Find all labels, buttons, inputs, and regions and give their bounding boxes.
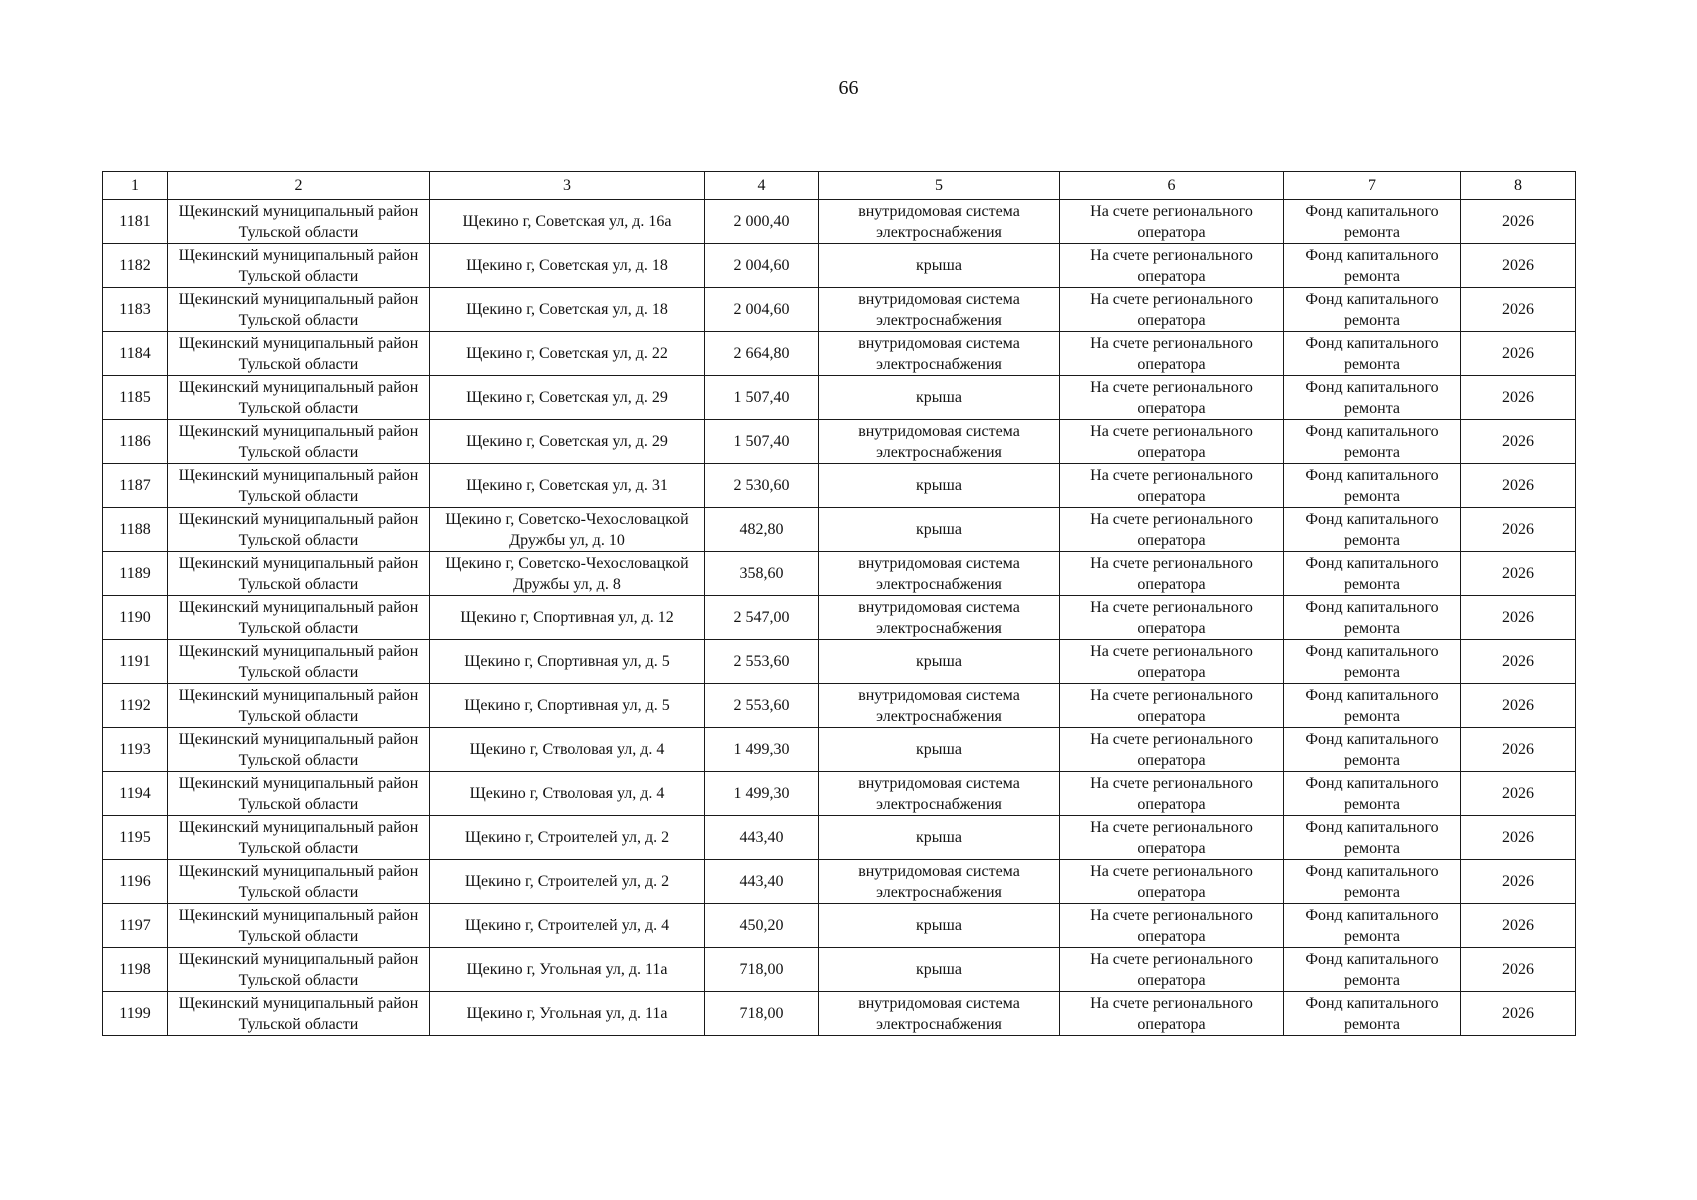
column-header: 5	[819, 172, 1060, 200]
year-cell: 2026	[1461, 948, 1576, 992]
district-cell: Щекинский муниципальный район Тульской области	[168, 684, 430, 728]
fund-account-cell: На счете регионального оператора	[1060, 288, 1284, 332]
address-cell: Щекино г, Спортивная ул, д. 5	[430, 640, 705, 684]
structural-element-cell: внутридомовая система электроснабжения	[819, 420, 1060, 464]
district-cell: Щекинский муниципальный район Тульской области	[168, 728, 430, 772]
fund-account-cell: На счете регионального оператора	[1060, 640, 1284, 684]
structural-element-cell: крыша	[819, 904, 1060, 948]
district-cell: Щекинский муниципальный район Тульской области	[168, 816, 430, 860]
year-cell: 2026	[1461, 596, 1576, 640]
year-cell: 2026	[1461, 332, 1576, 376]
area-cell: 358,60	[705, 552, 819, 596]
fund-account-cell: На счете регионального оператора	[1060, 816, 1284, 860]
structural-element-cell: крыша	[819, 948, 1060, 992]
table-row	[103, 376, 1576, 420]
table-row	[103, 948, 1576, 992]
table-row	[103, 552, 1576, 596]
district-cell: Щекинский муниципальный район Тульской области	[168, 420, 430, 464]
address-cell: Щекино г, Спортивная ул, д. 12	[430, 596, 705, 640]
table-row	[103, 640, 1576, 684]
district-cell: Щекинский муниципальный район Тульской области	[168, 904, 430, 948]
structural-element-cell: внутридомовая система электроснабжения	[819, 860, 1060, 904]
funding-source-cell: Фонд капитального ремонта	[1284, 640, 1461, 684]
structural-element-cell: внутридомовая система электроснабжения	[819, 552, 1060, 596]
fund-account-cell: На счете регионального оператора	[1060, 992, 1284, 1036]
funding-source-cell: Фонд капитального ремонта	[1284, 552, 1461, 596]
row-number-cell: 1189	[103, 552, 168, 596]
row-number-cell: 1199	[103, 992, 168, 1036]
repair-register-table	[102, 171, 1576, 1036]
district-cell: Щекинский муниципальный район Тульской области	[168, 552, 430, 596]
structural-element-cell: внутридомовая система электроснабжения	[819, 684, 1060, 728]
district-cell: Щекинский муниципальный район Тульской области	[168, 288, 430, 332]
year-cell: 2026	[1461, 904, 1576, 948]
address-cell: Щекино г, Строителей ул, д. 2	[430, 860, 705, 904]
area-cell: 1 507,40	[705, 376, 819, 420]
column-header: 7	[1284, 172, 1461, 200]
district-cell: Щекинский муниципальный район Тульской области	[168, 860, 430, 904]
address-cell: Щекино г, Угольная ул, д. 11а	[430, 992, 705, 1036]
year-cell: 2026	[1461, 420, 1576, 464]
address-cell: Щекино г, Советская ул, д. 31	[430, 464, 705, 508]
table-row	[103, 728, 1576, 772]
area-cell: 718,00	[705, 992, 819, 1036]
area-cell: 443,40	[705, 816, 819, 860]
structural-element-cell: крыша	[819, 640, 1060, 684]
address-cell: Щекино г, Стволовая ул, д. 4	[430, 728, 705, 772]
fund-account-cell: На счете регионального оператора	[1060, 596, 1284, 640]
year-cell: 2026	[1461, 992, 1576, 1036]
row-number-cell: 1184	[103, 332, 168, 376]
fund-account-cell: На счете регионального оператора	[1060, 244, 1284, 288]
fund-account-cell: На счете регионального оператора	[1060, 552, 1284, 596]
fund-account-cell: На счете регионального оператора	[1060, 684, 1284, 728]
structural-element-cell: крыша	[819, 508, 1060, 552]
table-row	[103, 992, 1576, 1036]
address-cell: Щекино г, Советская ул, д. 22	[430, 332, 705, 376]
row-number-cell: 1197	[103, 904, 168, 948]
table-row	[103, 596, 1576, 640]
row-number-cell: 1181	[103, 200, 168, 244]
address-cell: Щекино г, Советско-Чехословацкой Дружбы ул, д. 10	[430, 508, 705, 552]
fund-account-cell: На счете регионального оператора	[1060, 948, 1284, 992]
year-cell: 2026	[1461, 860, 1576, 904]
table-row	[103, 464, 1576, 508]
column-header: 8	[1461, 172, 1576, 200]
structural-element-cell: крыша	[819, 376, 1060, 420]
area-cell: 718,00	[705, 948, 819, 992]
table-row	[103, 684, 1576, 728]
district-cell: Щекинский муниципальный район Тульской области	[168, 244, 430, 288]
table-row	[103, 772, 1576, 816]
table-body	[103, 200, 1576, 1036]
year-cell: 2026	[1461, 552, 1576, 596]
funding-source-cell: Фонд капитального ремонта	[1284, 816, 1461, 860]
district-cell: Щекинский муниципальный район Тульской области	[168, 376, 430, 420]
area-cell: 2 530,60	[705, 464, 819, 508]
row-number-cell: 1195	[103, 816, 168, 860]
address-cell: Щекино г, Строителей ул, д. 4	[430, 904, 705, 948]
fund-account-cell: На счете регионального оператора	[1060, 376, 1284, 420]
district-cell: Щекинский муниципальный район Тульской области	[168, 948, 430, 992]
area-cell: 482,80	[705, 508, 819, 552]
table-row	[103, 332, 1576, 376]
year-cell: 2026	[1461, 640, 1576, 684]
area-cell: 2 553,60	[705, 640, 819, 684]
year-cell: 2026	[1461, 816, 1576, 860]
fund-account-cell: На счете регионального оператора	[1060, 332, 1284, 376]
column-header: 4	[705, 172, 819, 200]
funding-source-cell: Фонд капитального ремонта	[1284, 508, 1461, 552]
district-cell: Щекинский муниципальный район Тульской области	[168, 332, 430, 376]
row-number-cell: 1192	[103, 684, 168, 728]
fund-account-cell: На счете регионального оператора	[1060, 200, 1284, 244]
year-cell: 2026	[1461, 200, 1576, 244]
funding-source-cell: Фонд капитального ремонта	[1284, 332, 1461, 376]
funding-source-cell: Фонд капитального ремонта	[1284, 728, 1461, 772]
row-number-cell: 1187	[103, 464, 168, 508]
column-header: 2	[168, 172, 430, 200]
funding-source-cell: Фонд капитального ремонта	[1284, 684, 1461, 728]
fund-account-cell: На счете регионального оператора	[1060, 464, 1284, 508]
structural-element-cell: внутридомовая система электроснабжения	[819, 200, 1060, 244]
area-cell: 2 004,60	[705, 244, 819, 288]
district-cell: Щекинский муниципальный район Тульской области	[168, 508, 430, 552]
address-cell: Щекино г, Советская ул, д. 18	[430, 288, 705, 332]
district-cell: Щекинский муниципальный район Тульской области	[168, 464, 430, 508]
year-cell: 2026	[1461, 684, 1576, 728]
address-cell: Щекино г, Советская ул, д. 29	[430, 376, 705, 420]
row-number-cell: 1193	[103, 728, 168, 772]
area-cell: 2 000,40	[705, 200, 819, 244]
address-cell: Щекино г, Строителей ул, д. 2	[430, 816, 705, 860]
year-cell: 2026	[1461, 772, 1576, 816]
row-number-cell: 1183	[103, 288, 168, 332]
column-header: 1	[103, 172, 168, 200]
fund-account-cell: На счете регионального оператора	[1060, 508, 1284, 552]
year-cell: 2026	[1461, 376, 1576, 420]
table-row	[103, 288, 1576, 332]
table-row	[103, 816, 1576, 860]
funding-source-cell: Фонд капитального ремонта	[1284, 772, 1461, 816]
district-cell: Щекинский муниципальный район Тульской области	[168, 640, 430, 684]
row-number-cell: 1190	[103, 596, 168, 640]
funding-source-cell: Фонд капитального ремонта	[1284, 244, 1461, 288]
table-row	[103, 200, 1576, 244]
funding-source-cell: Фонд капитального ремонта	[1284, 420, 1461, 464]
row-number-cell: 1196	[103, 860, 168, 904]
district-cell: Щекинский муниципальный район Тульской области	[168, 772, 430, 816]
area-cell: 450,20	[705, 904, 819, 948]
area-cell: 1 499,30	[705, 728, 819, 772]
table-row	[103, 860, 1576, 904]
address-cell: Щекино г, Советско-Чехословацкой Дружбы ул, д. 8	[430, 552, 705, 596]
structural-element-cell: внутридомовая система электроснабжения	[819, 992, 1060, 1036]
structural-element-cell: внутридомовая система электроснабжения	[819, 772, 1060, 816]
address-cell: Щекино г, Стволовая ул, д. 4	[430, 772, 705, 816]
column-header: 3	[430, 172, 705, 200]
district-cell: Щекинский муниципальный район Тульской области	[168, 200, 430, 244]
fund-account-cell: На счете регионального оператора	[1060, 904, 1284, 948]
year-cell: 2026	[1461, 244, 1576, 288]
column-number-row	[103, 172, 1576, 200]
funding-source-cell: Фонд капитального ремонта	[1284, 200, 1461, 244]
address-cell: Щекино г, Угольная ул, д. 11а	[430, 948, 705, 992]
fund-account-cell: На счете регионального оператора	[1060, 420, 1284, 464]
table-header	[103, 172, 1576, 200]
row-number-cell: 1198	[103, 948, 168, 992]
row-number-cell: 1185	[103, 376, 168, 420]
structural-element-cell: внутридомовая система электроснабжения	[819, 596, 1060, 640]
area-cell: 2 553,60	[705, 684, 819, 728]
row-number-cell: 1194	[103, 772, 168, 816]
funding-source-cell: Фонд капитального ремонта	[1284, 992, 1461, 1036]
funding-source-cell: Фонд капитального ремонта	[1284, 596, 1461, 640]
funding-source-cell: Фонд капитального ремонта	[1284, 288, 1461, 332]
table-row	[103, 420, 1576, 464]
area-cell: 2 004,60	[705, 288, 819, 332]
address-cell: Щекино г, Советская ул, д. 16а	[430, 200, 705, 244]
area-cell: 1 507,40	[705, 420, 819, 464]
structural-element-cell: внутридомовая система электроснабжения	[819, 332, 1060, 376]
row-number-cell: 1188	[103, 508, 168, 552]
district-cell: Щекинский муниципальный район Тульской области	[168, 596, 430, 640]
fund-account-cell: На счете регионального оператора	[1060, 728, 1284, 772]
area-cell: 2 547,00	[705, 596, 819, 640]
address-cell: Щекино г, Советская ул, д. 29	[430, 420, 705, 464]
structural-element-cell: внутридомовая система электроснабжения	[819, 288, 1060, 332]
structural-element-cell: крыша	[819, 244, 1060, 288]
column-header: 6	[1060, 172, 1284, 200]
area-cell: 1 499,30	[705, 772, 819, 816]
funding-source-cell: Фонд капитального ремонта	[1284, 860, 1461, 904]
row-number-cell: 1186	[103, 420, 168, 464]
table-row	[103, 244, 1576, 288]
year-cell: 2026	[1461, 508, 1576, 552]
table-row	[103, 508, 1576, 552]
row-number-cell: 1182	[103, 244, 168, 288]
area-cell: 443,40	[705, 860, 819, 904]
year-cell: 2026	[1461, 288, 1576, 332]
funding-source-cell: Фонд капитального ремонта	[1284, 376, 1461, 420]
funding-source-cell: Фонд капитального ремонта	[1284, 948, 1461, 992]
funding-source-cell: Фонд капитального ремонта	[1284, 464, 1461, 508]
address-cell: Щекино г, Советская ул, д. 18	[430, 244, 705, 288]
table-row	[103, 904, 1576, 948]
year-cell: 2026	[1461, 464, 1576, 508]
fund-account-cell: На счете регионального оператора	[1060, 772, 1284, 816]
structural-element-cell: крыша	[819, 464, 1060, 508]
structural-element-cell: крыша	[819, 816, 1060, 860]
district-cell: Щекинский муниципальный район Тульской области	[168, 992, 430, 1036]
page-number: 66	[838, 77, 859, 99]
funding-source-cell: Фонд капитального ремонта	[1284, 904, 1461, 948]
year-cell: 2026	[1461, 728, 1576, 772]
fund-account-cell: На счете регионального оператора	[1060, 860, 1284, 904]
area-cell: 2 664,80	[705, 332, 819, 376]
structural-element-cell: крыша	[819, 728, 1060, 772]
address-cell: Щекино г, Спортивная ул, д. 5	[430, 684, 705, 728]
row-number-cell: 1191	[103, 640, 168, 684]
